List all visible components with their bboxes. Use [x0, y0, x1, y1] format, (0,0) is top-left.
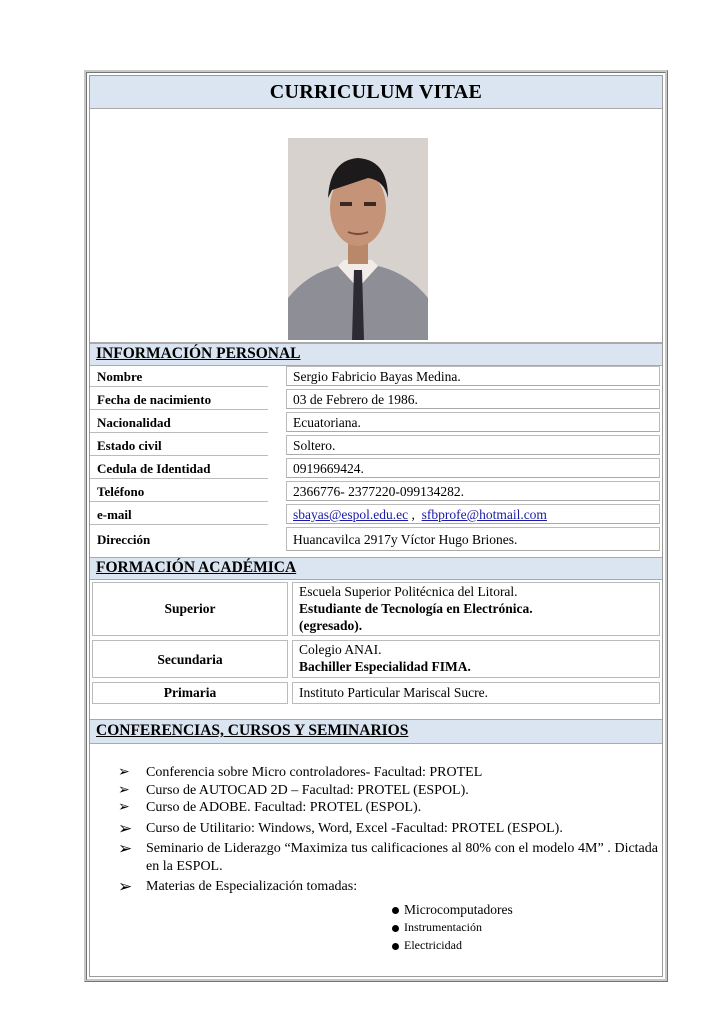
label-birthdate: Fecha de nacimiento: [97, 392, 212, 407]
label-nationality: Nacionalidad: [97, 415, 171, 430]
secundaria-degree: Bachiller Especialidad FIMA.: [299, 659, 471, 674]
value-id: 0919669424.: [293, 461, 364, 476]
personal-row-nationality: [90, 412, 662, 434]
personal-row-civil-status: [90, 435, 662, 457]
label-phone: Teléfono: [97, 484, 145, 499]
bullet-dot-icon: [392, 925, 399, 932]
personal-row-id: [90, 458, 662, 480]
subject-text: Electricidad: [404, 938, 462, 952]
label-name: Nombre: [97, 369, 143, 384]
education-label-cell: [92, 582, 288, 636]
education-level-superior: Superior: [164, 601, 216, 616]
subject-text: Microcomputadores: [404, 902, 513, 917]
personal-row-birthdate: [90, 389, 662, 411]
bullet-dot-icon: [392, 907, 399, 914]
superior-status: (egresado).: [299, 618, 363, 633]
list-item: [118, 799, 658, 817]
education-level-primaria: Primaria: [163, 685, 217, 700]
bullet-dot-icon: [392, 943, 399, 950]
education-value-cell: [292, 640, 660, 678]
profile-photo: [288, 138, 428, 340]
arrow-bullet-icon: ➢: [118, 765, 130, 780]
value-phone: 2366776- 2377220-099134282.: [293, 484, 464, 499]
value-nationality: Ecuatoriana.: [293, 415, 361, 430]
section-courses: [90, 719, 662, 744]
label-address: Dirección: [97, 532, 151, 547]
value-cell: [286, 389, 660, 409]
label-civil-status: Estado civil: [97, 438, 162, 453]
value-cell: [286, 458, 660, 478]
education-level-secundaria: Secundaria: [157, 652, 223, 667]
superior-institution: Escuela Superior Politécnica del Litoral.: [299, 584, 518, 599]
section-education: [90, 557, 662, 580]
list-item: [118, 820, 658, 838]
superior-degree: Estudiante de Tecnología en Electrónica.: [299, 601, 533, 616]
personal-row-name: [90, 366, 662, 388]
personal-row-phone: [90, 481, 662, 503]
section-personal-heading: INFORMACIÓN PERSONAL: [96, 345, 301, 362]
list-item: [118, 764, 658, 782]
section-education-heading: FORMACIÓN ACADÉMICA: [96, 559, 297, 576]
value-birthdate: 03 de Febrero de 1986.: [293, 392, 418, 407]
page-title: CURRICULUM VITAE: [269, 81, 483, 103]
subject-item: [392, 920, 482, 935]
course-text: Curso de ADOBE. Facultad: PROTEL (ESPOL).: [146, 800, 422, 815]
subject-item: [392, 902, 513, 918]
subject-item: [392, 938, 462, 953]
value-cell: [286, 435, 660, 455]
education-label-cell: [92, 640, 288, 678]
arrow-bullet-icon: ➢: [118, 877, 133, 896]
value-cell: [286, 481, 660, 501]
course-text: Curso de Utilitario: Windows, Word, Excel -Facultad: PROTEL (ESPOL).: [146, 820, 563, 836]
personal-row-email: [90, 504, 662, 526]
education-label-cell: [92, 682, 288, 704]
value-cell: [286, 527, 660, 551]
value-name: Sergio Fabricio Bayas Medina.: [293, 369, 461, 384]
courses-list: [118, 764, 658, 896]
arrow-bullet-icon: ➢: [118, 839, 133, 858]
email-separator: ,: [408, 507, 422, 522]
course-text: Materias de Especialización tomadas:: [146, 879, 358, 894]
section-courses-heading: CONFERENCIAS, CURSOS Y SEMINARIOS: [96, 722, 409, 739]
label-email: e-mail: [97, 507, 132, 522]
arrow-bullet-icon: ➢: [118, 800, 130, 815]
arrow-bullet-icon: ➢: [118, 782, 130, 798]
secundaria-institution: Colegio ANAI.: [299, 642, 382, 657]
arrow-bullet-icon: ➢: [118, 818, 133, 838]
email-values: [293, 507, 547, 523]
value-cell: [286, 412, 660, 432]
subject-text: Instrumentación: [404, 920, 482, 934]
course-text: Seminario de Liderazgo “Maximiza tus calificaciones al 80% con el modelo 4M” . Dictada en la ESPOL.: [146, 841, 658, 874]
education-value-cell: [292, 582, 660, 636]
personal-row-address: [90, 527, 662, 549]
education-value-cell: [292, 682, 660, 704]
value-civil-status: Soltero.: [293, 438, 336, 453]
email-link-hotmail[interactable]: sfbprofe@hotmail.com: [421, 507, 547, 522]
email-link-espol[interactable]: sbayas@espol.edu.ec: [293, 507, 409, 522]
list-item: [118, 782, 658, 800]
list-item: [118, 878, 658, 896]
list-item: [118, 840, 658, 875]
value-address: Huancavilca 2917y Víctor Hugo Briones.: [293, 532, 518, 547]
value-cell: [286, 504, 660, 524]
section-personal-info: [90, 343, 662, 366]
value-cell: [286, 366, 660, 386]
course-text: Conferencia sobre Micro controladores- Facultad: PROTEL: [146, 765, 483, 780]
title-bar: [90, 76, 662, 109]
label-id: Cedula de Identidad: [97, 461, 211, 476]
course-text: Curso de AUTOCAD 2D – Facultad: PROTEL (ESPOL).: [146, 782, 469, 798]
primaria-institution: Instituto Particular Mariscal Sucre.: [299, 685, 488, 700]
